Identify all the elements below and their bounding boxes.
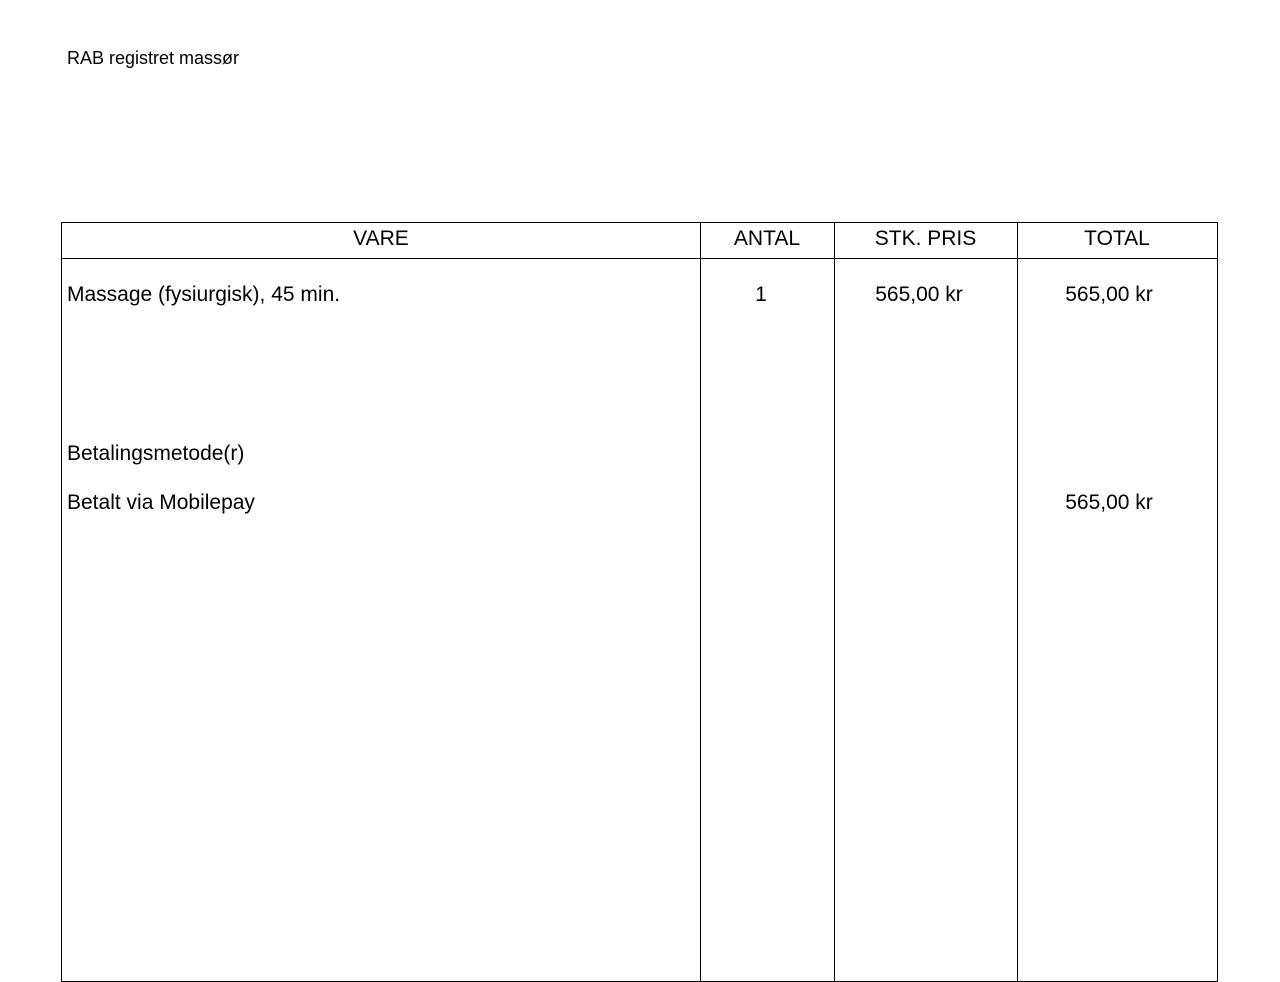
column-header-total: TOTAL	[1084, 227, 1150, 250]
invoice-table	[61, 222, 1218, 982]
item-total: 565,00 kr	[1065, 283, 1153, 306]
item-quantity: 1	[755, 283, 767, 306]
payment-amount: 565,00 kr	[1065, 491, 1153, 514]
column-header-stk-pris: STK. PRIS	[874, 227, 977, 250]
header-divider	[62, 258, 1217, 259]
company-header: RAB registret massør	[67, 48, 240, 68]
column-divider-antal-pris	[834, 223, 835, 981]
payment-method-label: Betalt via Mobilepay	[67, 491, 255, 514]
item-unit-price: 565,00 kr	[875, 283, 963, 306]
column-header-antal: ANTAL	[733, 227, 801, 250]
column-divider-pris-total	[1017, 223, 1018, 981]
item-description: Massage (fysiurgisk), 45 min.	[67, 283, 341, 306]
payment-method-heading: Betalingsmetode(r)	[67, 442, 245, 465]
column-header-vare: VARE	[353, 227, 409, 250]
column-divider-vare-antal	[700, 223, 701, 981]
